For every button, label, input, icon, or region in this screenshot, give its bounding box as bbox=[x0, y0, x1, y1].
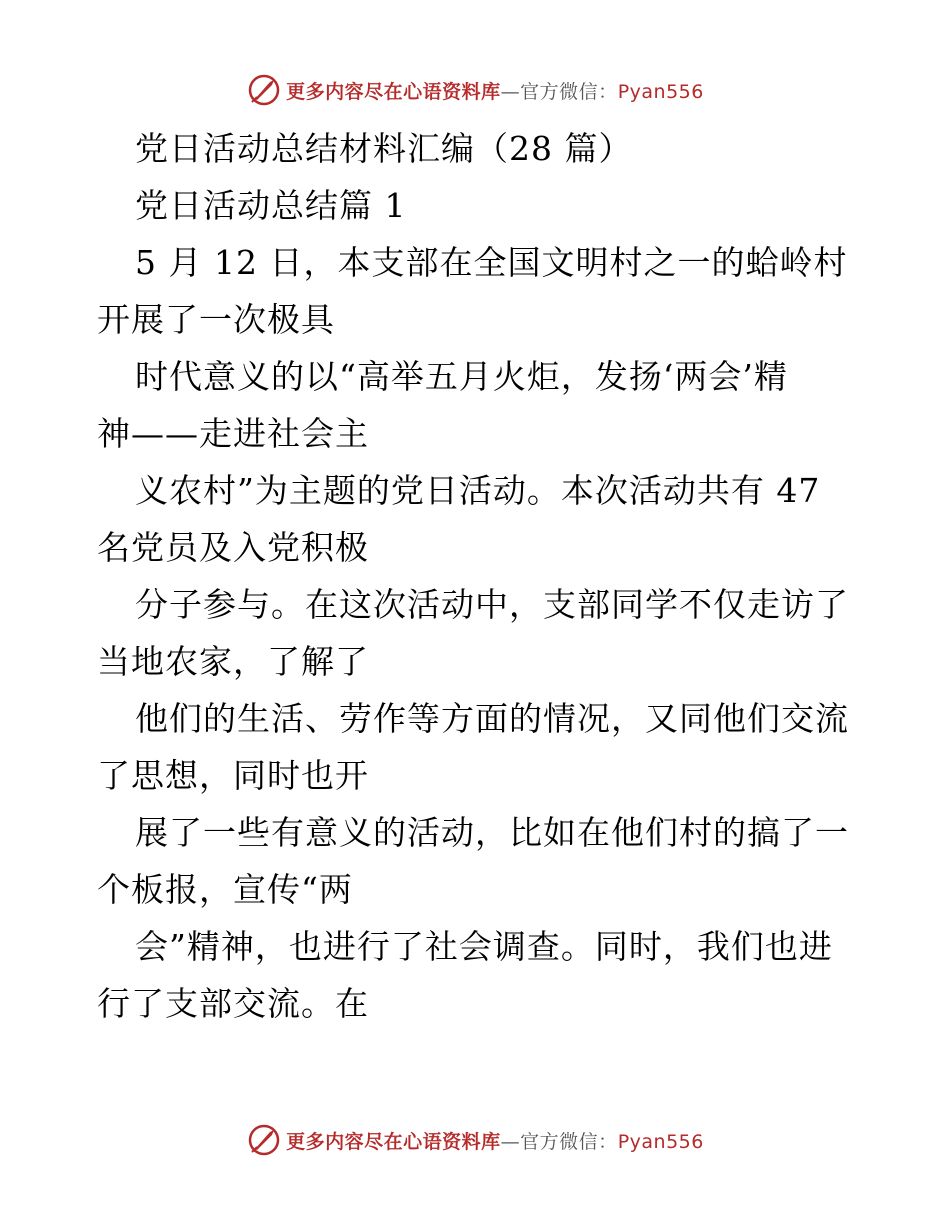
quill-logo-icon bbox=[246, 72, 282, 108]
banner-text bbox=[286, 1127, 704, 1154]
paragraph-line: 开展了一次极具 bbox=[97, 300, 335, 339]
paragraph-line: 分子参与。在这次活动中，支部同学不仅走访了 bbox=[135, 585, 849, 624]
section-heading: 党日活动总结篇 1 bbox=[135, 186, 407, 225]
header-banner bbox=[0, 70, 950, 110]
paragraph-line: 个板报，宣传“两 bbox=[97, 870, 353, 909]
banner-label: 官方微信： bbox=[520, 80, 618, 103]
document-title: 党日活动总结材料汇编（28 篇） bbox=[135, 129, 633, 168]
paragraph-line: 时代意义的以“高举五月火炬，发扬‘两会’精 bbox=[135, 357, 788, 396]
banner-label: 官方微信： bbox=[520, 1130, 618, 1153]
paragraph-line: 他们的生活、劳作等方面的情况，又同他们交流 bbox=[135, 699, 849, 738]
paragraph-line: 会”精神，也进行了社会调查。同时，我们也进 bbox=[135, 927, 833, 966]
paragraph-line: 名党员及入党积极 bbox=[97, 528, 369, 567]
footer-banner bbox=[0, 1120, 950, 1160]
paragraph-line: 义农村”为主题的党日活动。本次活动共有 47 bbox=[135, 471, 821, 510]
paragraph-line: 行了支部交流。在 bbox=[97, 984, 369, 1023]
banner-separator: — bbox=[500, 1130, 521, 1153]
banner-wechat-id: Pyan556 bbox=[617, 80, 704, 103]
banner-wechat-id: Pyan556 bbox=[617, 1130, 704, 1153]
paragraph-line: 5 月 12 日，本支部在全国文明村之一的蛤岭村 bbox=[135, 243, 848, 282]
banner-brand: 更多内容尽在心语资料库 bbox=[286, 80, 501, 103]
document-body bbox=[97, 120, 857, 1032]
paragraph-line: 当地农家，了解了 bbox=[97, 642, 369, 681]
paragraph-line: 神——走进社会主 bbox=[97, 414, 369, 453]
quill-logo-icon bbox=[246, 1122, 282, 1158]
banner-brand: 更多内容尽在心语资料库 bbox=[286, 1130, 501, 1153]
banner-text bbox=[286, 77, 704, 104]
paragraph-line: 了思想，同时也开 bbox=[97, 756, 369, 795]
paragraph-line: 展了一些有意义的活动，比如在他们村的搞了一 bbox=[135, 813, 849, 852]
banner-separator: — bbox=[500, 80, 521, 103]
